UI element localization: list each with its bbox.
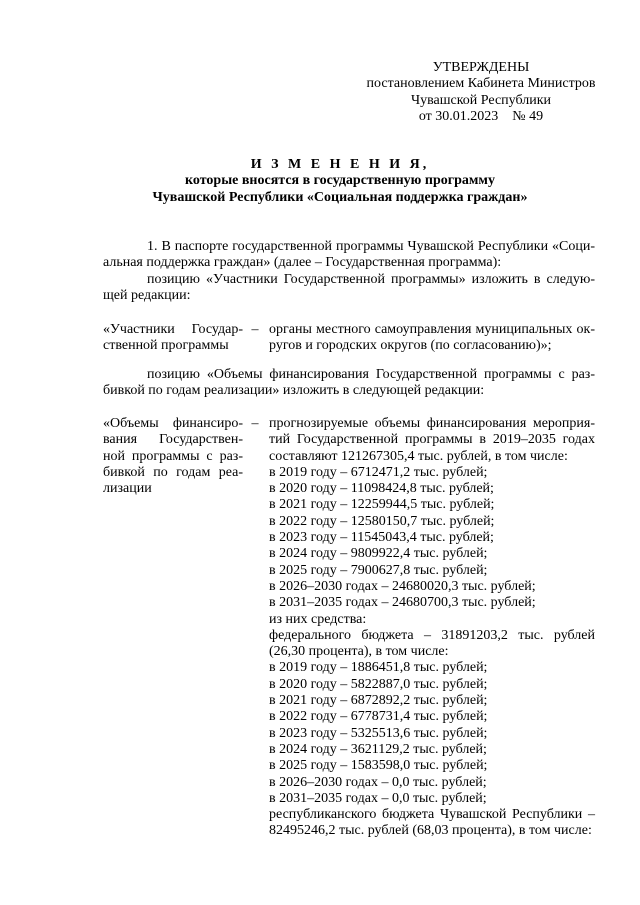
label-line: бивкой по годам реа- bbox=[103, 464, 243, 480]
total-year-line: в 2020 году – 11098424,8 тыс. рублей; bbox=[269, 481, 494, 497]
participants-label bbox=[103, 322, 243, 355]
approval-line: постановлением Кабинета Министров bbox=[366, 76, 596, 92]
federal-year-line: в 2024 году – 3621129,2 тыс. рублей; bbox=[269, 741, 487, 757]
value-line: прогнозируемые объемы финансирования мероприя- bbox=[269, 416, 595, 431]
paragraph-3 bbox=[103, 367, 595, 400]
paragraph-2 bbox=[103, 272, 595, 305]
paragraph-line: позицию «Участники Государственной программы» изложить в следую- bbox=[147, 272, 595, 287]
value-line: тий Государственной программы в 2019–2035 годах bbox=[269, 432, 595, 448]
federal-year-line: в 2020 году – 5822887,0 тыс. рублей; bbox=[269, 676, 488, 692]
federal-year-line: в 2031–2035 годах – 0,0 тыс. рублей; bbox=[269, 790, 487, 806]
federal-year-line: в 2025 году – 1583598,0 тыс. рублей; bbox=[269, 758, 488, 774]
total-year-line: в 2031–2035 годах – 24680700,3 тыс. рублей; bbox=[269, 595, 536, 611]
federal-year-line: в 2022 году – 6778731,4 тыс. рублей; bbox=[269, 709, 488, 725]
row-dash: – bbox=[251, 322, 259, 337]
label-line: вания Государствен- bbox=[103, 432, 243, 448]
federal-year-line: в 2019 году – 1886451,8 тыс. рублей; bbox=[269, 660, 488, 676]
total-year-line: в 2023 году – 11545043,4 тыс. рублей; bbox=[269, 530, 494, 546]
participants-value bbox=[269, 322, 595, 355]
paragraph-line: позицию «Объемы финансирования Государственной программы с раз- bbox=[147, 367, 595, 382]
label-line: ственной программы bbox=[103, 338, 229, 354]
approval-block bbox=[366, 60, 596, 126]
approval-line: Чувашской Республики bbox=[410, 92, 552, 108]
federal-year-line: в 2023 году – 5325513,6 тыс. рублей; bbox=[269, 725, 488, 741]
label-line: «Объемы финансиро- bbox=[103, 416, 243, 431]
financing-value bbox=[269, 416, 595, 840]
paragraph-line: бивкой по годам реализации» изложить в следующей редакции: bbox=[103, 383, 485, 399]
title-heading: И З М Е Н Е Н И Я, bbox=[250, 157, 430, 172]
document-title bbox=[90, 157, 590, 206]
title-line: Чувашской Республики «Социальная поддержка граждан» bbox=[152, 189, 528, 205]
label-line: лизации bbox=[103, 481, 152, 497]
financing-label bbox=[103, 416, 243, 497]
total-year-line: в 2025 году – 7900627,8 тыс. рублей; bbox=[269, 562, 488, 578]
label-line: «Участники Государ- bbox=[103, 322, 243, 337]
total-year-line: в 2026–2030 годах – 24680020,3 тыс. рублей; bbox=[269, 578, 536, 594]
value-line: органы местного самоуправления муниципальных ок- bbox=[269, 322, 595, 337]
paragraph-line: 1. В паспорте государственной программы Чувашской Республики «Соци- bbox=[147, 239, 595, 254]
approval-line: УТВЕРЖДЕНЫ bbox=[432, 60, 530, 75]
republic-intro-line: 82495246,2 тыс. рублей (68,03 процента), в том числе: bbox=[269, 823, 592, 839]
federal-year-line: в 2026–2030 годах – 0,0 тыс. рублей; bbox=[269, 774, 487, 790]
total-year-line: в 2022 году – 12580150,7 тыс. рублей; bbox=[269, 513, 495, 529]
total-year-line: в 2024 году – 9809922,4 тыс. рублей; bbox=[269, 546, 488, 562]
total-year-line: в 2019 году – 6712471,2 тыс. рублей; bbox=[269, 464, 488, 480]
federal-intro-line: федерального бюджета – 31891203,2 тыс. рублей bbox=[269, 627, 595, 643]
approval-date: от 30.01.2023 № 49 bbox=[418, 109, 544, 125]
paragraph-line: альная поддержка граждан» (далее – Государственная программа): bbox=[103, 255, 502, 271]
of-them-line: из них средства: bbox=[269, 611, 367, 627]
total-year-line: в 2021 году – 12259944,5 тыс. рублей; bbox=[269, 497, 495, 513]
value-line: ругов и городских округов (по согласованию)»; bbox=[269, 338, 552, 354]
row-dash: – bbox=[251, 416, 259, 431]
value-line: составляют 121267305,4 тыс. рублей, в том числе: bbox=[269, 448, 568, 464]
federal-intro-line: (26,30 процента), в том числе: bbox=[269, 644, 449, 660]
title-line: которые вносятся в государственную программу bbox=[185, 173, 495, 189]
republic-intro-line: республиканского бюджета Чувашской Республики – bbox=[269, 807, 595, 823]
paragraph-line: щей редакции: bbox=[103, 288, 191, 304]
paragraph-1 bbox=[103, 239, 595, 272]
label-line: ной программы с раз- bbox=[103, 448, 243, 464]
federal-year-line: в 2021 году – 6872892,2 тыс. рублей; bbox=[269, 693, 488, 709]
